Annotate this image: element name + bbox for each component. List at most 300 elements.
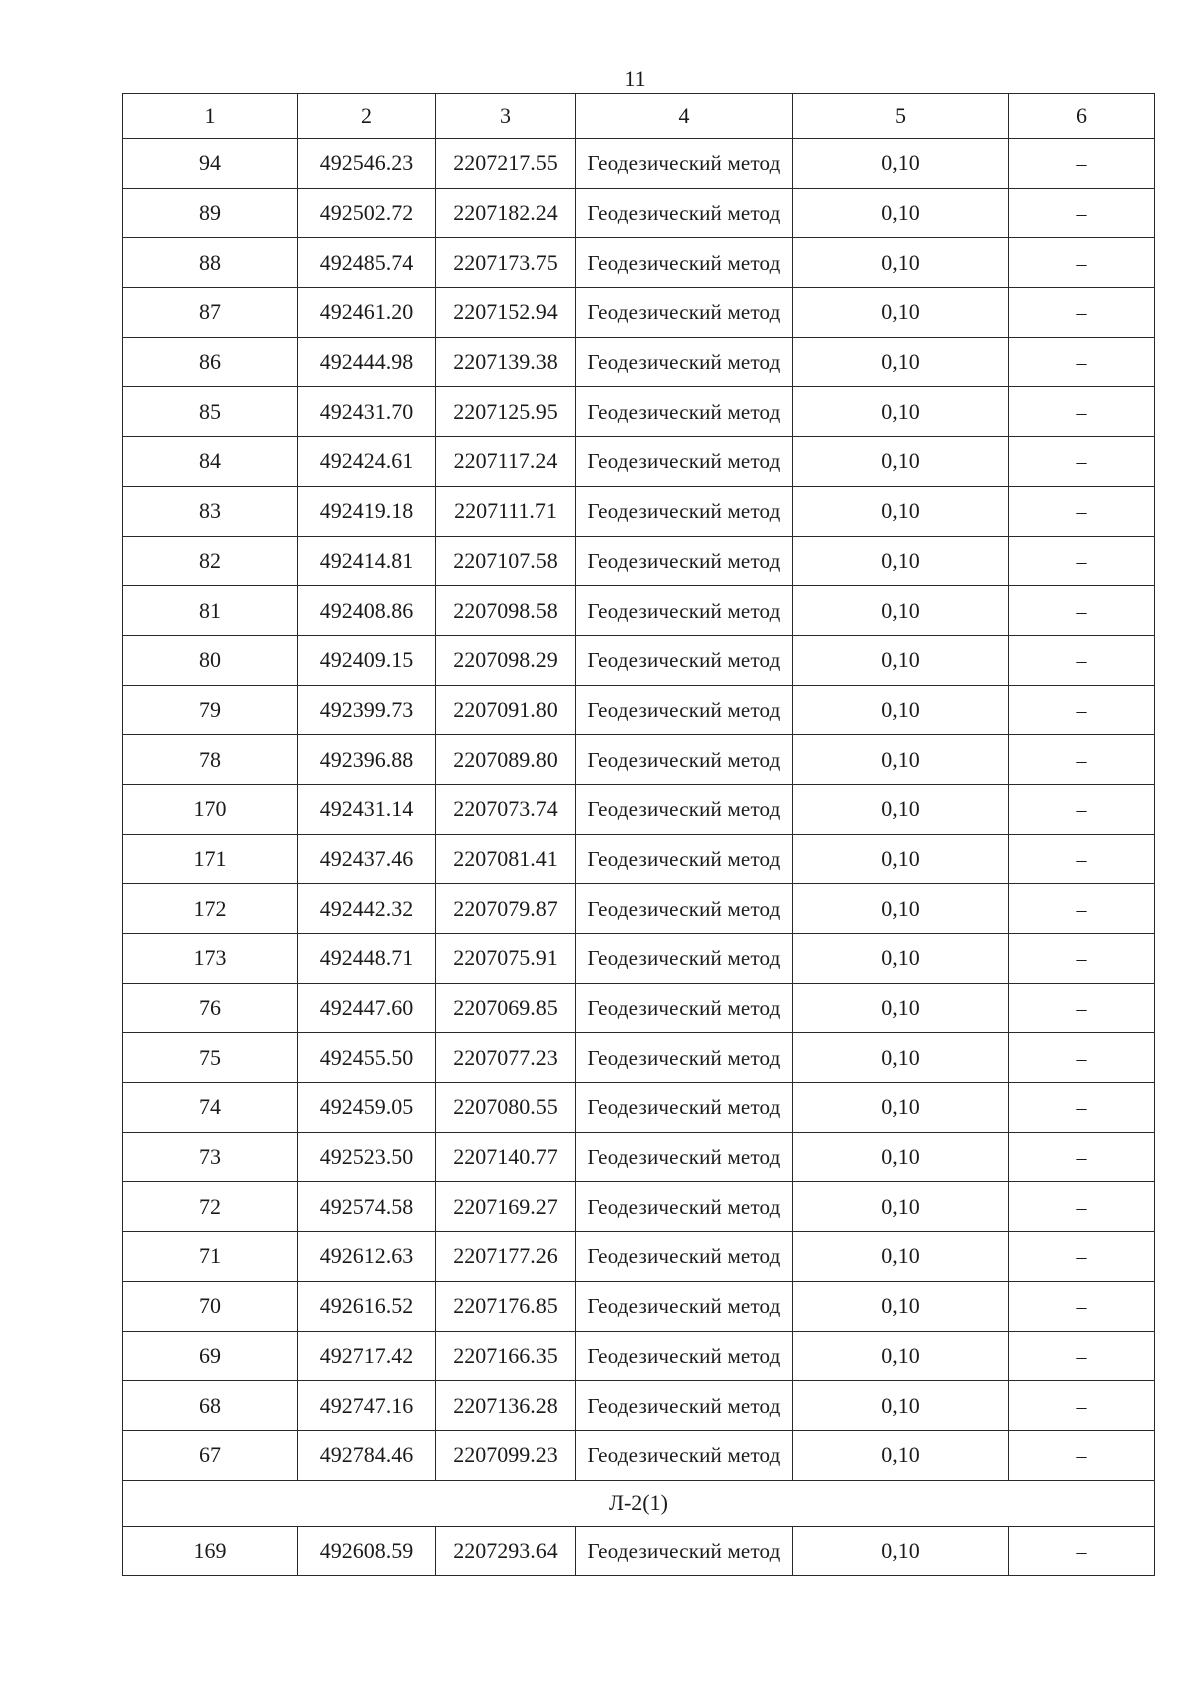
point-number-cell — [123, 139, 298, 189]
point-number-cell — [123, 934, 298, 984]
method-cell-text: Геодезический метод — [587, 697, 781, 722]
accuracy-cell-text: 0,10 — [881, 945, 920, 971]
point-number-cell-text: 67 — [199, 1442, 221, 1468]
y-coordinate-cell-text: 2207080.55 — [453, 1094, 558, 1120]
y-coordinate-cell-text: 2207293.64 — [453, 1537, 558, 1563]
x-coordinate-cell-text: 492459.05 — [319, 1094, 414, 1120]
accuracy-cell-text: 0,10 — [881, 1442, 920, 1468]
note-cell — [1009, 188, 1155, 238]
method-cell-text: Геодезический метод — [587, 1145, 781, 1170]
table-row — [123, 1033, 1155, 1083]
x-coordinate-cell-text: 492574.58 — [319, 1193, 414, 1219]
y-coordinate-cell — [436, 337, 576, 387]
table-row — [123, 1381, 1155, 1431]
note-cell-text: – — [1076, 550, 1087, 573]
method-cell — [576, 635, 793, 685]
accuracy-cell — [793, 387, 1009, 437]
y-coordinate-cell-text: 2207111.71 — [454, 498, 557, 524]
accuracy-cell-text: 0,10 — [881, 498, 920, 524]
column-header-3: 3 — [436, 94, 576, 139]
method-cell — [576, 139, 793, 189]
y-coordinate-cell — [436, 586, 576, 636]
x-coordinate-cell — [298, 188, 436, 238]
y-coordinate-cell-text: 2207217.55 — [453, 150, 558, 176]
method-cell — [576, 536, 793, 586]
table-row — [123, 884, 1155, 934]
accuracy-cell — [793, 586, 1009, 636]
accuracy-cell — [793, 1281, 1009, 1331]
x-coordinate-cell-text: 492461.20 — [319, 299, 414, 325]
note-cell — [1009, 884, 1155, 934]
y-coordinate-cell-text: 2207152.94 — [453, 299, 558, 325]
y-coordinate-cell-text: 2207107.58 — [453, 547, 558, 573]
y-coordinate-cell — [436, 1182, 576, 1232]
note-cell-text: – — [1076, 1395, 1087, 1418]
point-number-cell — [123, 188, 298, 238]
x-coordinate-cell — [298, 685, 436, 735]
note-cell — [1009, 1331, 1155, 1381]
method-cell-text: Геодезический метод — [587, 797, 781, 822]
x-coordinate-cell — [298, 635, 436, 685]
point-number-cell-text: 79 — [199, 696, 221, 722]
table-row — [123, 1132, 1155, 1182]
accuracy-cell-text: 0,10 — [881, 995, 920, 1021]
x-coordinate-cell — [298, 1381, 436, 1431]
accuracy-cell-text: 0,10 — [881, 547, 920, 573]
method-cell — [576, 188, 793, 238]
accuracy-cell — [793, 188, 1009, 238]
x-coordinate-cell-text: 492448.71 — [319, 945, 414, 971]
table-row — [123, 635, 1155, 685]
point-number-cell — [123, 1526, 298, 1576]
point-number-cell — [123, 884, 298, 934]
note-cell-text: – — [1076, 1097, 1087, 1120]
note-cell — [1009, 238, 1155, 288]
accuracy-cell-text: 0,10 — [881, 597, 920, 623]
accuracy-cell — [793, 784, 1009, 834]
y-coordinate-cell — [436, 784, 576, 834]
accuracy-cell — [793, 1331, 1009, 1381]
x-coordinate-cell — [298, 934, 436, 984]
point-number-cell-text: 94 — [199, 150, 221, 176]
note-cell-text: – — [1076, 948, 1087, 971]
y-coordinate-cell — [436, 1430, 576, 1480]
y-coordinate-cell — [436, 139, 576, 189]
note-cell — [1009, 1526, 1155, 1576]
point-number-cell — [123, 586, 298, 636]
accuracy-cell — [793, 437, 1009, 487]
y-coordinate-cell — [436, 1381, 576, 1431]
note-cell — [1009, 586, 1155, 636]
method-cell-text: Геодезический метод — [587, 449, 781, 474]
note-cell-text: – — [1076, 401, 1087, 424]
note-cell-text: – — [1076, 352, 1087, 375]
method-cell — [576, 1083, 793, 1133]
method-cell — [576, 1132, 793, 1182]
x-coordinate-cell — [298, 1526, 436, 1576]
point-number-cell — [123, 1033, 298, 1083]
note-cell — [1009, 1430, 1155, 1480]
method-cell-text: Геодезический метод — [587, 1393, 781, 1418]
accuracy-cell-text: 0,10 — [881, 249, 920, 275]
note-cell-text: – — [1076, 252, 1087, 275]
x-coordinate-cell-text: 492444.98 — [319, 349, 414, 375]
method-cell — [576, 735, 793, 785]
method-cell-text: Геодезический метод — [587, 996, 781, 1021]
accuracy-cell-text: 0,10 — [881, 1392, 920, 1418]
x-coordinate-cell — [298, 784, 436, 834]
x-coordinate-cell-text: 492485.74 — [319, 249, 414, 275]
table-row — [123, 188, 1155, 238]
y-coordinate-cell — [436, 685, 576, 735]
table-row — [123, 1083, 1155, 1133]
accuracy-cell-text: 0,10 — [881, 1044, 920, 1070]
x-coordinate-cell-text: 492409.15 — [319, 647, 414, 673]
y-coordinate-cell — [436, 188, 576, 238]
point-number-cell — [123, 337, 298, 387]
method-cell-text: Геодезический метод — [587, 350, 781, 375]
method-cell — [576, 1381, 793, 1431]
note-cell — [1009, 784, 1155, 834]
point-number-cell-text: 72 — [199, 1193, 221, 1219]
note-cell — [1009, 437, 1155, 487]
method-cell — [576, 1033, 793, 1083]
point-number-cell — [123, 1430, 298, 1480]
column-header-2: 2 — [298, 94, 436, 139]
method-cell-text: Геодезический метод — [587, 1538, 781, 1563]
accuracy-cell-text: 0,10 — [881, 1537, 920, 1563]
x-coordinate-cell — [298, 586, 436, 636]
table-header-row — [123, 94, 1155, 139]
accuracy-cell-text: 0,10 — [881, 1293, 920, 1319]
point-number-cell-text: 71 — [199, 1243, 221, 1269]
accuracy-cell-text: 0,10 — [881, 150, 920, 176]
point-number-cell-text: 88 — [199, 249, 221, 275]
accuracy-cell-text: 0,10 — [881, 349, 920, 375]
note-cell-text: – — [1076, 451, 1087, 474]
method-cell — [576, 1182, 793, 1232]
x-coordinate-cell-text: 492396.88 — [319, 746, 414, 772]
y-coordinate-cell-text: 2207177.26 — [453, 1243, 558, 1269]
column-header-1: 1 — [123, 94, 298, 139]
x-coordinate-cell-text: 492455.50 — [319, 1044, 414, 1070]
y-coordinate-cell — [436, 1232, 576, 1282]
x-coordinate-cell — [298, 1033, 436, 1083]
point-number-cell-text: 85 — [199, 398, 221, 424]
accuracy-cell — [793, 635, 1009, 685]
note-cell-text: – — [1076, 1147, 1087, 1170]
accuracy-cell — [793, 1526, 1009, 1576]
accuracy-cell-text: 0,10 — [881, 200, 920, 226]
point-number-cell-text: 74 — [199, 1094, 221, 1120]
point-number-cell-text: 173 — [193, 945, 227, 971]
method-cell-text: Геодезический метод — [587, 201, 781, 226]
table-row — [123, 1182, 1155, 1232]
method-cell — [576, 288, 793, 338]
point-number-cell-text: 68 — [199, 1392, 221, 1418]
y-coordinate-cell — [436, 1083, 576, 1133]
method-cell-text: Геодезический метод — [587, 399, 781, 424]
accuracy-cell — [793, 983, 1009, 1033]
method-cell — [576, 1430, 793, 1480]
table-row — [123, 1526, 1155, 1576]
note-cell — [1009, 337, 1155, 387]
point-number-cell — [123, 387, 298, 437]
column-header-6: 6 — [1009, 94, 1155, 139]
method-cell-text: Геодезический метод — [587, 151, 781, 176]
method-cell-text: Геодезический метод — [587, 747, 781, 772]
table-row — [123, 934, 1155, 984]
method-cell-text: Геодезический метод — [587, 1294, 781, 1319]
accuracy-cell — [793, 139, 1009, 189]
y-coordinate-cell-text: 2207098.58 — [453, 597, 558, 623]
method-cell — [576, 934, 793, 984]
method-cell — [576, 1526, 793, 1576]
accuracy-cell-text: 0,10 — [881, 299, 920, 325]
accuracy-cell — [793, 834, 1009, 884]
accuracy-cell — [793, 1132, 1009, 1182]
accuracy-cell-text: 0,10 — [881, 1193, 920, 1219]
point-number-cell — [123, 238, 298, 288]
note-cell-text: – — [1076, 1246, 1087, 1269]
point-number-cell — [123, 735, 298, 785]
accuracy-cell-text: 0,10 — [881, 647, 920, 673]
accuracy-cell — [793, 884, 1009, 934]
method-cell — [576, 1232, 793, 1282]
x-coordinate-cell-text: 492442.32 — [319, 895, 414, 921]
method-cell-text: Геодезический метод — [587, 1095, 781, 1120]
note-cell-text: – — [1076, 799, 1087, 822]
method-cell-text: Геодезический метод — [587, 250, 781, 275]
x-coordinate-cell-text: 492424.61 — [319, 448, 414, 474]
note-cell — [1009, 139, 1155, 189]
point-number-cell-text: 82 — [199, 547, 221, 573]
method-cell — [576, 586, 793, 636]
table-row — [123, 1430, 1155, 1480]
x-coordinate-cell-text: 492431.14 — [319, 796, 414, 822]
accuracy-cell — [793, 1232, 1009, 1282]
x-coordinate-cell — [298, 288, 436, 338]
point-number-cell-text: 170 — [193, 796, 227, 822]
x-coordinate-cell — [298, 1083, 436, 1133]
x-coordinate-cell — [298, 735, 436, 785]
method-cell — [576, 337, 793, 387]
table-row — [123, 288, 1155, 338]
method-cell-text: Геодезический метод — [587, 1443, 781, 1468]
section-row — [123, 1480, 1155, 1526]
point-number-cell — [123, 685, 298, 735]
x-coordinate-cell — [298, 387, 436, 437]
method-cell — [576, 437, 793, 487]
note-cell-text: – — [1076, 1047, 1087, 1070]
table-row — [123, 238, 1155, 288]
point-number-cell-text: 83 — [199, 498, 221, 524]
x-coordinate-cell — [298, 486, 436, 536]
y-coordinate-cell-text: 2207089.80 — [453, 746, 558, 772]
method-cell — [576, 983, 793, 1033]
y-coordinate-cell — [436, 1281, 576, 1331]
y-coordinate-cell — [436, 1033, 576, 1083]
accuracy-cell — [793, 685, 1009, 735]
method-cell — [576, 884, 793, 934]
y-coordinate-cell-text: 2207091.80 — [453, 696, 558, 722]
y-coordinate-cell-text: 2207182.24 — [453, 200, 558, 226]
note-cell — [1009, 735, 1155, 785]
accuracy-cell — [793, 1182, 1009, 1232]
point-number-cell-text: 86 — [199, 349, 221, 375]
point-number-cell — [123, 288, 298, 338]
accuracy-cell — [793, 486, 1009, 536]
point-number-cell — [123, 983, 298, 1033]
method-cell-text: Геодезический метод — [587, 896, 781, 921]
point-number-cell — [123, 635, 298, 685]
table-row — [123, 387, 1155, 437]
table-row — [123, 834, 1155, 884]
x-coordinate-cell — [298, 1232, 436, 1282]
section-label: Л-2(1) — [123, 1480, 1155, 1526]
point-number-cell-text: 84 — [199, 448, 221, 474]
point-number-cell-text: 87 — [199, 299, 221, 325]
accuracy-cell-text: 0,10 — [881, 1094, 920, 1120]
point-number-cell-text: 69 — [199, 1342, 221, 1368]
x-coordinate-cell — [298, 337, 436, 387]
accuracy-cell-text: 0,10 — [881, 1342, 920, 1368]
accuracy-cell-text: 0,10 — [881, 796, 920, 822]
x-coordinate-cell-text: 492502.72 — [319, 200, 414, 226]
accuracy-cell — [793, 1430, 1009, 1480]
y-coordinate-cell-text: 2207140.77 — [453, 1144, 558, 1170]
point-number-cell — [123, 834, 298, 884]
y-coordinate-cell — [436, 1331, 576, 1381]
x-coordinate-cell-text: 492608.59 — [319, 1537, 414, 1563]
method-cell — [576, 784, 793, 834]
point-number-cell — [123, 486, 298, 536]
note-cell — [1009, 1182, 1155, 1232]
table-row — [123, 586, 1155, 636]
y-coordinate-cell-text: 2207169.27 — [453, 1193, 558, 1219]
column-header-4: 4 — [576, 94, 793, 139]
x-coordinate-cell — [298, 884, 436, 934]
point-number-cell-text: 169 — [193, 1537, 227, 1563]
table-row — [123, 784, 1155, 834]
accuracy-cell-text: 0,10 — [881, 1144, 920, 1170]
x-coordinate-cell-text: 492431.70 — [319, 398, 414, 424]
point-number-cell-text: 81 — [199, 597, 221, 623]
y-coordinate-cell-text: 2207136.28 — [453, 1392, 558, 1418]
point-number-cell — [123, 536, 298, 586]
accuracy-cell — [793, 288, 1009, 338]
accuracy-cell-text: 0,10 — [881, 845, 920, 871]
method-cell — [576, 834, 793, 884]
method-cell-text: Геодезический метод — [587, 598, 781, 623]
accuracy-cell — [793, 735, 1009, 785]
y-coordinate-cell-text: 2207073.74 — [453, 796, 558, 822]
y-coordinate-cell-text: 2207125.95 — [453, 398, 558, 424]
method-cell — [576, 486, 793, 536]
table-row — [123, 486, 1155, 536]
column-header-5: 5 — [793, 94, 1009, 139]
method-cell — [576, 238, 793, 288]
x-coordinate-cell-text: 492414.81 — [319, 547, 414, 573]
note-cell — [1009, 685, 1155, 735]
note-cell-text: – — [1076, 749, 1087, 772]
y-coordinate-cell — [436, 834, 576, 884]
point-number-cell — [123, 1381, 298, 1431]
y-coordinate-cell-text: 2207069.85 — [453, 995, 558, 1021]
point-number-cell-text: 172 — [193, 895, 227, 921]
y-coordinate-cell-text: 2207079.87 — [453, 895, 558, 921]
table-row — [123, 1232, 1155, 1282]
point-number-cell — [123, 1083, 298, 1133]
note-cell-text: – — [1076, 848, 1087, 871]
note-cell — [1009, 1033, 1155, 1083]
x-coordinate-cell — [298, 437, 436, 487]
point-number-cell — [123, 784, 298, 834]
table-row — [123, 536, 1155, 586]
point-number-cell-text: 75 — [199, 1044, 221, 1070]
x-coordinate-cell-text: 492399.73 — [319, 696, 414, 722]
table-row — [123, 337, 1155, 387]
y-coordinate-cell — [436, 536, 576, 586]
point-number-cell-text: 78 — [199, 746, 221, 772]
y-coordinate-cell — [436, 884, 576, 934]
point-number-cell-text: 80 — [199, 647, 221, 673]
accuracy-cell-text: 0,10 — [881, 696, 920, 722]
point-number-cell-text: 76 — [199, 995, 221, 1021]
note-cell-text: – — [1076, 1445, 1087, 1468]
table-row — [123, 1331, 1155, 1381]
method-cell-text: Геодезический метод — [587, 548, 781, 573]
note-cell — [1009, 288, 1155, 338]
note-cell-text: – — [1076, 600, 1087, 623]
note-cell-text: – — [1076, 650, 1087, 673]
table-row — [123, 735, 1155, 785]
table-row — [123, 1281, 1155, 1331]
note-cell-text: – — [1076, 998, 1087, 1021]
point-number-cell-text: 70 — [199, 1293, 221, 1319]
x-coordinate-cell — [298, 1132, 436, 1182]
point-number-cell — [123, 1331, 298, 1381]
accuracy-cell — [793, 1083, 1009, 1133]
y-coordinate-cell-text: 2207176.85 — [453, 1293, 558, 1319]
x-coordinate-cell-text: 492747.16 — [319, 1392, 414, 1418]
method-cell-text: Геодезический метод — [587, 300, 781, 325]
y-coordinate-cell — [436, 437, 576, 487]
x-coordinate-cell — [298, 536, 436, 586]
note-cell — [1009, 1132, 1155, 1182]
note-cell — [1009, 834, 1155, 884]
accuracy-cell-text: 0,10 — [881, 448, 920, 474]
note-cell — [1009, 486, 1155, 536]
note-cell — [1009, 1083, 1155, 1133]
y-coordinate-cell — [436, 635, 576, 685]
method-cell-text: Геодезический метод — [587, 846, 781, 871]
y-coordinate-cell — [436, 387, 576, 437]
y-coordinate-cell — [436, 934, 576, 984]
note-cell-text: – — [1076, 302, 1087, 325]
point-number-cell-text: 73 — [199, 1144, 221, 1170]
y-coordinate-cell — [436, 735, 576, 785]
note-cell-text: – — [1076, 1345, 1087, 1368]
x-coordinate-cell-text: 492419.18 — [319, 498, 414, 524]
x-coordinate-cell — [298, 983, 436, 1033]
note-cell-text: – — [1076, 898, 1087, 921]
method-cell-text: Геодезический метод — [587, 1244, 781, 1269]
x-coordinate-cell — [298, 139, 436, 189]
note-cell — [1009, 387, 1155, 437]
x-coordinate-cell-text: 492546.23 — [319, 150, 414, 176]
y-coordinate-cell-text: 2207173.75 — [453, 249, 558, 275]
